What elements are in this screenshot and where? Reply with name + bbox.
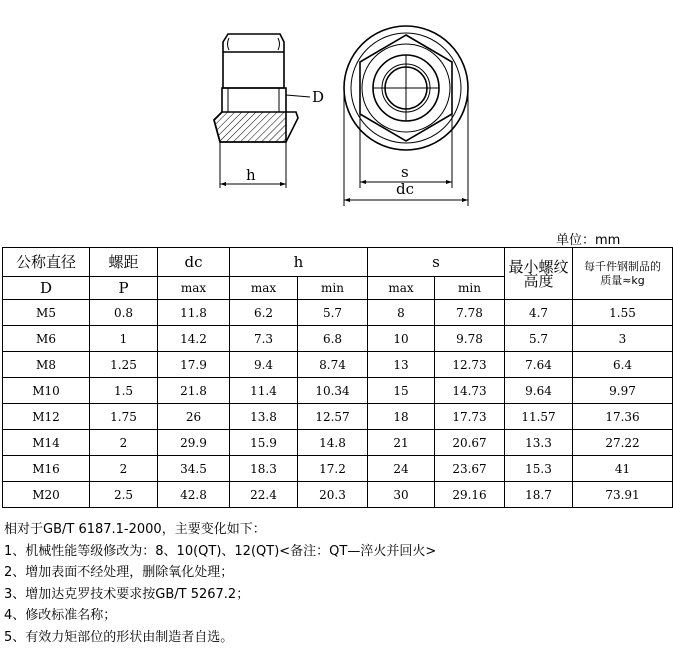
cell-s-min: 17.73 [435, 404, 505, 430]
header-s: s [368, 248, 505, 277]
cell-s-max: 18 [368, 404, 435, 430]
unit-note: 单位：mm [556, 233, 621, 248]
header-h-min: min [298, 277, 368, 300]
label-s: s [401, 163, 409, 181]
cell-dc-max: 34.5 [158, 456, 230, 482]
cell-mass: 41 [573, 456, 673, 482]
table-row [3, 326, 673, 352]
cell-p: 1.25 [90, 352, 158, 378]
cell-mh: 7.64 [505, 352, 573, 378]
cell-s-max: 24 [368, 456, 435, 482]
header-min-thread-height [505, 248, 573, 300]
header-mass [573, 248, 673, 300]
cell-dc-max: 42.8 [158, 482, 230, 508]
cell-dc-max: 29.9 [158, 430, 230, 456]
table-row [3, 482, 673, 508]
cell-h-min: 14.8 [298, 430, 368, 456]
header-mass-line2: 质量≈kg [600, 273, 645, 287]
header-d-cn: 公称直径 [3, 248, 90, 277]
cell-s-min: 20.67 [435, 430, 505, 456]
cell-s-min: 23.67 [435, 456, 505, 482]
cell-dc-max: 11.8 [158, 300, 230, 326]
cell-h-max: 18.3 [230, 456, 298, 482]
cell-h-min: 8.74 [298, 352, 368, 378]
cell-s-min: 12.73 [435, 352, 505, 378]
cell-h-min: 10.34 [298, 378, 368, 404]
table-row [3, 352, 673, 378]
cell-p: 0.8 [90, 300, 158, 326]
header-d-sym: D [3, 277, 90, 300]
cell-dc-max: 21.8 [158, 378, 230, 404]
cell-d: M10 [3, 378, 90, 404]
cell-s-max: 13 [368, 352, 435, 378]
cell-h-min: 17.2 [298, 456, 368, 482]
cell-mass: 9.97 [573, 378, 673, 404]
cell-p: 2.5 [90, 482, 158, 508]
header-p-cn: 螺距 [90, 248, 158, 277]
cell-h-min: 5.7 [298, 300, 368, 326]
cell-p: 2 [90, 456, 158, 482]
table-row [3, 300, 673, 326]
cell-p: 1.5 [90, 378, 158, 404]
side-view [214, 34, 310, 188]
cell-mass: 73.91 [573, 482, 673, 508]
cell-d: M16 [3, 456, 90, 482]
header-s-min: min [435, 277, 505, 300]
nut-technical-drawing [0, 0, 673, 232]
cell-s-max: 15 [368, 378, 435, 404]
cell-h-max: 13.8 [230, 404, 298, 430]
dimension-table [2, 247, 673, 508]
cell-s-max: 21 [368, 430, 435, 456]
table-row [3, 404, 673, 430]
cell-h-max: 15.9 [230, 430, 298, 456]
cell-mh: 13.3 [505, 430, 573, 456]
cell-h-max: 11.4 [230, 378, 298, 404]
header-p-sym: P [90, 277, 158, 300]
notes [4, 519, 436, 648]
cell-s-min: 9.78 [435, 326, 505, 352]
table-row [3, 378, 673, 404]
header-h: h [230, 248, 368, 277]
header-mass-line1: 每千件钢制品的 [584, 259, 661, 273]
cell-h-max: 22.4 [230, 482, 298, 508]
cell-h-min: 20.3 [298, 482, 368, 508]
label-dc: dc [396, 180, 415, 198]
cell-d: M12 [3, 404, 90, 430]
cell-s-max: 10 [368, 326, 435, 352]
table-row [3, 430, 673, 456]
cell-d: M5 [3, 300, 90, 326]
cell-dc-max: 14.2 [158, 326, 230, 352]
cell-s-min: 29.16 [435, 482, 505, 508]
cell-h-min: 6.8 [298, 326, 368, 352]
cell-mass: 1.55 [573, 300, 673, 326]
cell-s-max: 8 [368, 300, 435, 326]
cell-d: M14 [3, 430, 90, 456]
cell-mh: 11.57 [505, 404, 573, 430]
cell-mass: 27.22 [573, 430, 673, 456]
note-line: 4、修改标准名称； [4, 608, 117, 623]
cell-p: 2 [90, 430, 158, 456]
note-line: 2、增加表面不经处理，删除氧化处理； [4, 565, 234, 580]
note-line: 5、有效力矩部位的形状由制造者自选。 [4, 629, 234, 645]
cell-mh: 5.7 [505, 326, 573, 352]
header-dc-max: max [158, 277, 230, 300]
header-min-height-line2: 高度 [523, 271, 554, 290]
cell-d: M6 [3, 326, 90, 352]
cell-h-max: 6.2 [230, 300, 298, 326]
cell-dc-max: 26 [158, 404, 230, 430]
cell-mass: 3 [573, 326, 673, 352]
cell-mh: 9.64 [505, 378, 573, 404]
cell-s-min: 14.73 [435, 378, 505, 404]
cell-mh: 15.3 [505, 456, 573, 482]
cell-h-min: 12.57 [298, 404, 368, 430]
label-h: h [246, 166, 256, 184]
cell-h-max: 9.4 [230, 352, 298, 378]
cell-dc-max: 17.9 [158, 352, 230, 378]
cell-d: M8 [3, 352, 90, 378]
cell-mass: 6.4 [573, 352, 673, 378]
cell-mass: 17.36 [573, 404, 673, 430]
header-min-height-line1: 最小螺纹 [508, 257, 569, 276]
note-line: 相对于GB/T 6187.1-2000，主要变化如下： [4, 522, 266, 537]
cell-mh: 4.7 [505, 300, 573, 326]
cell-d: M20 [3, 482, 90, 508]
note-line: 1、机械性能等级修改为：8、10(QT)、12(QT)<备注：QT—淬火并回火> [4, 543, 437, 559]
cell-s-max: 30 [368, 482, 435, 508]
cell-h-max: 7.3 [230, 326, 298, 352]
cell-s-min: 7.78 [435, 300, 505, 326]
cell-p: 1 [90, 326, 158, 352]
note-line: 3、增加达克罗技术要求按GB/T 5267.2； [4, 586, 250, 602]
cell-mh: 18.7 [505, 482, 573, 508]
header-dc: dc [158, 248, 230, 277]
cell-p: 1.75 [90, 404, 158, 430]
table-row [3, 456, 673, 482]
header-h-max: max [230, 277, 298, 300]
label-D: D [312, 88, 325, 106]
header-s-max: max [368, 277, 435, 300]
